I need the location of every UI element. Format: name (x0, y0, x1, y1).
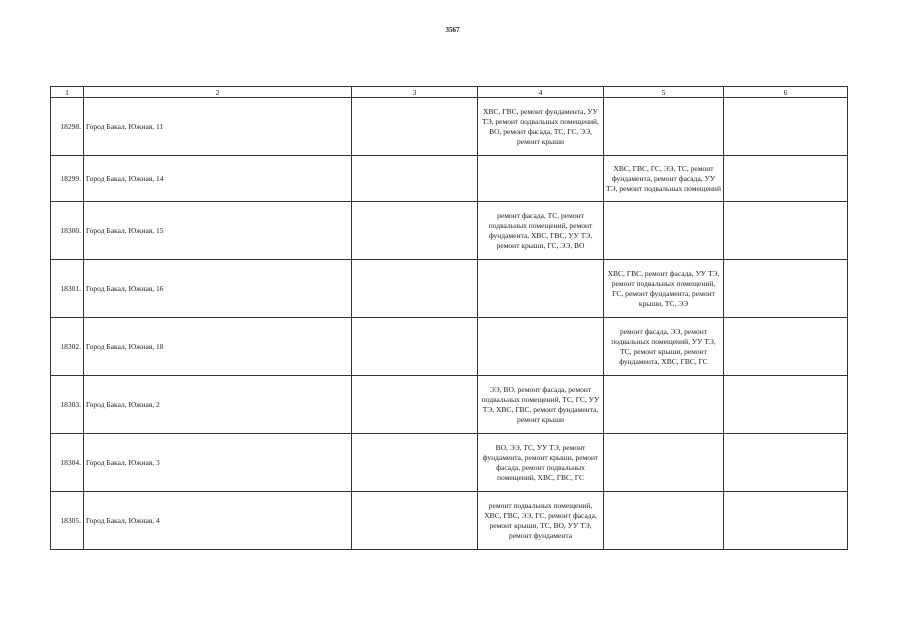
col4-cell (478, 260, 604, 318)
col4-cell: ремонт подвальных помещений, ХВС, ГВС, ЭЭ, ГС, ремонт фасада, ремонт крыши, ТС, ВО, УУ ТЭ, ремонт фундамента (478, 492, 604, 550)
col3-cell (352, 156, 478, 202)
col4-cell (478, 318, 604, 376)
column-header-2: 2 (84, 87, 352, 98)
col6-cell (724, 318, 848, 376)
col6-cell (724, 260, 848, 318)
col5-cell (604, 376, 724, 434)
col3-cell (352, 434, 478, 492)
address-cell: Город Бакал, Южная, 3 (84, 434, 352, 492)
table-header (51, 87, 848, 98)
col6-cell (724, 492, 848, 550)
col4-cell: ХВС, ГВС, ремонт фундамента, УУ ТЭ, ремонт подвальных помещений, ВО, ремонт фасада, ТС, ГС, ЭЭ, ремонт крыши (478, 98, 604, 156)
address-cell: Город Бакал, Южная, 11 (84, 98, 352, 156)
col3-cell (352, 318, 478, 376)
col3-cell (352, 260, 478, 318)
col5-cell (604, 434, 724, 492)
table-row (51, 434, 848, 492)
col4-cell: ремонт фасада, ТС, ремонт подвальных помещений, ремонт фундамента, ХВС, ГВС, УУ ТЭ, ремонт крыши, ГС, ЭЭ, ВО (478, 202, 604, 260)
repair-registry-table (50, 86, 848, 550)
row-number: 18304. (51, 434, 84, 492)
column-header-5: 5 (604, 87, 724, 98)
col5-cell: ремонт фасада, ЭЭ, ремонт подвальных помещений, УУ ТЭ, ТС, ремонт крыши, ремонт фундамента, ХВС, ГВС, ГС (604, 318, 724, 376)
row-number: 18305. (51, 492, 84, 550)
address-cell: Город Бакал, Южная, 14 (84, 156, 352, 202)
row-number: 18299. (51, 156, 84, 202)
col6-cell (724, 434, 848, 492)
column-header-4: 4 (478, 87, 604, 98)
table-body (51, 98, 848, 550)
col6-cell (724, 98, 848, 156)
col3-cell (352, 492, 478, 550)
col5-cell (604, 98, 724, 156)
row-number: 18302. (51, 318, 84, 376)
table-row (51, 156, 848, 202)
address-cell: Город Бакал, Южная, 18 (84, 318, 352, 376)
address-cell: Город Бакал, Южная, 16 (84, 260, 352, 318)
address-cell: Город Бакал, Южная, 2 (84, 376, 352, 434)
table-row (51, 98, 848, 156)
col4-cell: ВО, ЭЭ, ТС, УУ ТЭ, ремонт фундамента, ремонт крыши, ремонт фасада, ремонт подвальных помещений, ХВС, ГВС, ГС (478, 434, 604, 492)
address-cell: Город Бакал, Южная, 15 (84, 202, 352, 260)
col4-cell (478, 156, 604, 202)
col3-cell (352, 98, 478, 156)
row-number: 18300. (51, 202, 84, 260)
col5-cell (604, 492, 724, 550)
col6-cell (724, 376, 848, 434)
column-header-3: 3 (352, 87, 478, 98)
table-row (51, 492, 848, 550)
col5-cell (604, 202, 724, 260)
column-header-6: 6 (724, 87, 848, 98)
table-row (51, 318, 848, 376)
row-number: 18301. (51, 260, 84, 318)
col6-cell (724, 156, 848, 202)
row-number: 18303. (51, 376, 84, 434)
col5-cell: ХВС, ГВС, ГС, ЭЭ, ТС, ремонт фундамента, ремонт фасада, УУ ТЭ, ремонт подвальных помещений (604, 156, 724, 202)
table-row (51, 260, 848, 318)
col6-cell (724, 202, 848, 260)
col3-cell (352, 376, 478, 434)
table-row (51, 202, 848, 260)
table-row (51, 376, 848, 434)
page-number: 3567 (445, 26, 460, 34)
col3-cell (352, 202, 478, 260)
col5-cell: ХВС, ГВС, ремонт фасада, УУ ТЭ, ремонт подвальных помещений, ГС, ремонт фундамента, ремонт крыши, ТС, ЭЭ (604, 260, 724, 318)
column-header-1: 1 (51, 87, 84, 98)
row-number: 18298. (51, 98, 84, 156)
header-row (51, 87, 848, 98)
col4-cell: ЭЭ, ВО, ремонт фасада, ремонт подвальных помещений, ТС, ГС, УУ ТЭ, ХВС, ГВС, ремонт фундамента, ремонт крыши (478, 376, 604, 434)
address-cell: Город Бакал, Южная, 4 (84, 492, 352, 550)
